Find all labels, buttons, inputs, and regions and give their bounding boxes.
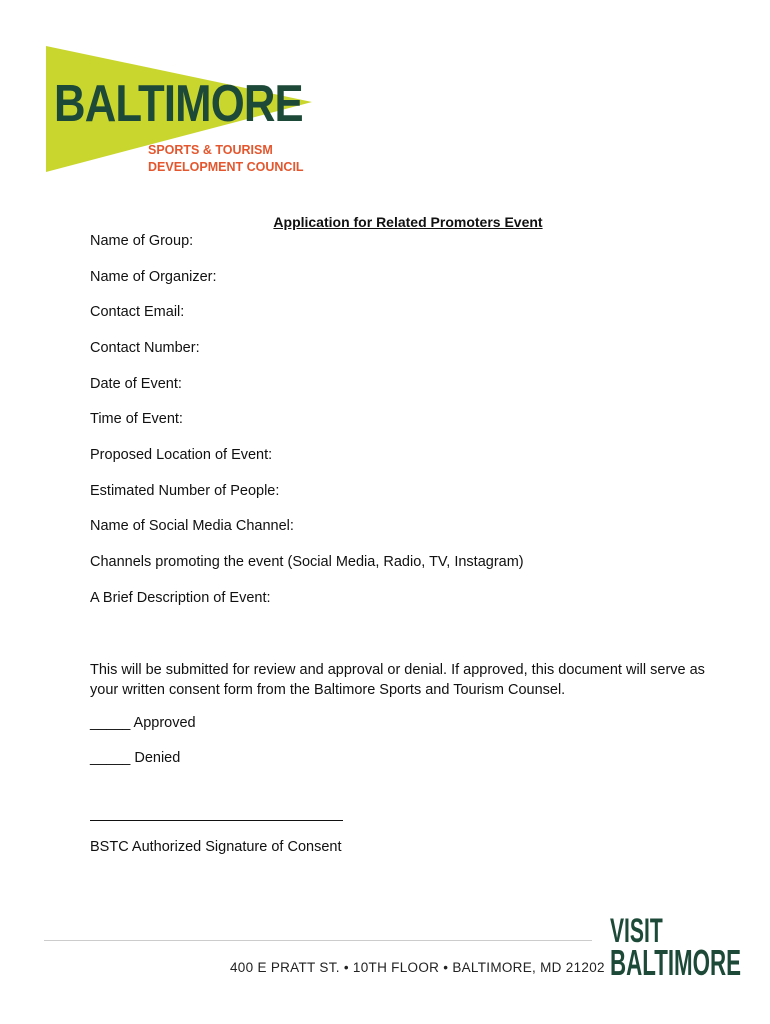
field-contact-email: Contact Email: <box>90 304 185 320</box>
field-name-of-group: Name of Group: <box>90 233 194 249</box>
review-notice: This will be submitted for review and approval or denial. If approved, this document will serve as your written consent form from the Baltimore Sports and Tourism Counsel. <box>90 662 705 698</box>
footer-divider <box>44 940 592 941</box>
signature-line <box>90 820 343 821</box>
field-brief-description: A Brief Description of Event: <box>90 590 271 606</box>
visit-logo-line2: BALTIMORE <box>610 941 742 983</box>
visit-logo-line1: VISIT <box>610 912 663 950</box>
field-promoting-channels: Channels promoting the event (Social Media, Radio, TV, Instagram) <box>90 554 524 570</box>
bstdc-logo <box>44 44 316 176</box>
field-proposed-location: Proposed Location of Event: <box>90 447 273 463</box>
logo-subtitle-line2: DEVELOPMENT COUNCIL <box>148 160 304 174</box>
footer-address: 400 E PRATT ST. • 10TH FLOOR • BALTIMORE, MD 21202 <box>230 960 605 975</box>
logo-subtitle-line1: SPORTS & TOURISM <box>148 143 273 157</box>
logo-main-text: BALTIMORE <box>54 75 303 133</box>
approved-line: _____ Approved <box>90 715 196 731</box>
field-time-of-event: Time of Event: <box>90 411 183 427</box>
field-date-of-event: Date of Event: <box>90 376 182 392</box>
field-estimated-people: Estimated Number of People: <box>90 483 280 499</box>
document-title: Application for Related Promoters Event <box>273 214 543 230</box>
visit-baltimore-logo <box>610 912 742 983</box>
signature-label: BSTC Authorized Signature of Consent <box>90 839 342 855</box>
denied-line: _____ Denied <box>90 750 181 766</box>
field-contact-number: Contact Number: <box>90 340 200 356</box>
field-social-media-channel: Name of Social Media Channel: <box>90 518 294 534</box>
field-name-of-organizer: Name of Organizer: <box>90 269 217 285</box>
